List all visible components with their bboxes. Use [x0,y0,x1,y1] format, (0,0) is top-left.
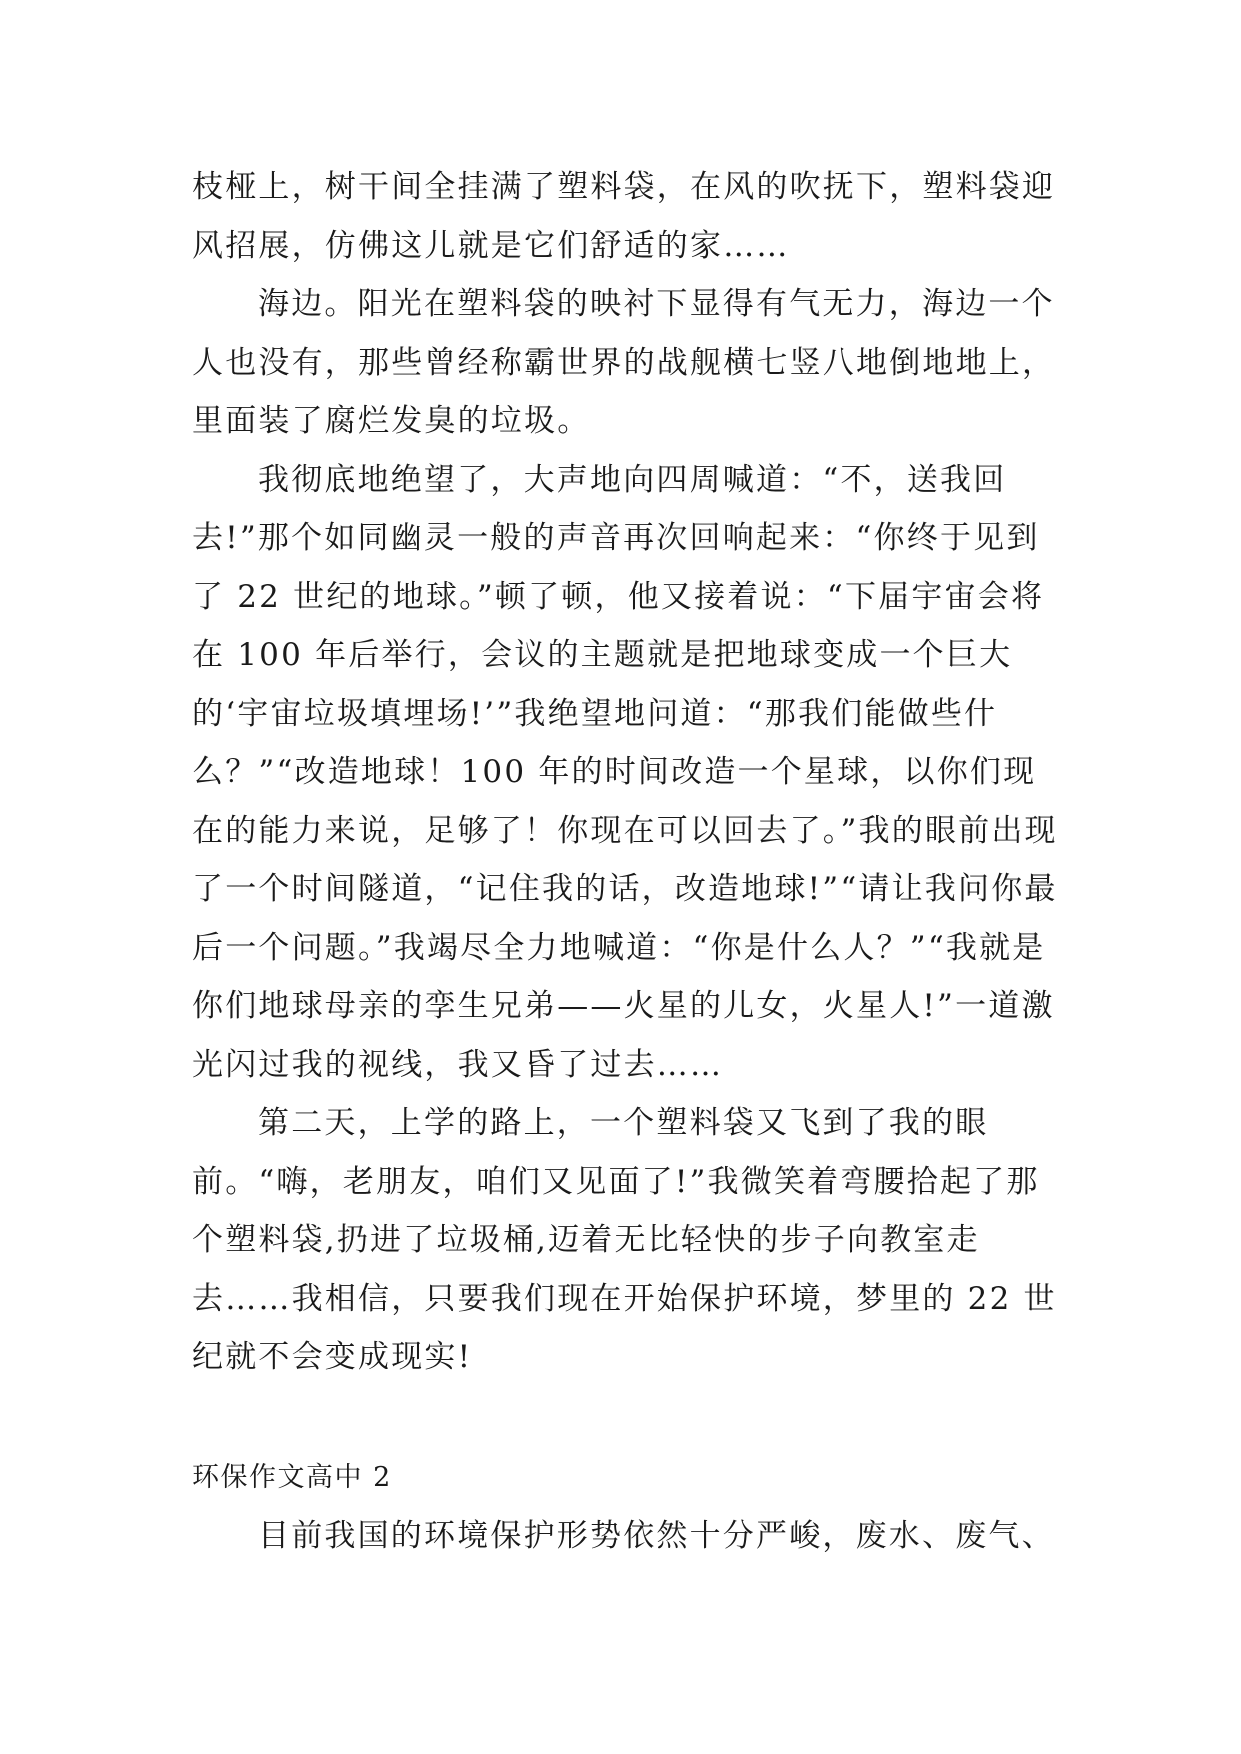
paragraph-seaside: 海边。阳光在塑料袋的映衬下显得有气无力，海边一个人也没有，那些曾经称霸世界的战舰横七竖八地倒地地上，里面装了腐烂发臭的垃圾。 [192,286,1056,439]
paragraph-next-day: 第二天，上学的路上，一个塑料袋又飞到了我的眼前。“嗨，老朋友，咱们又见面了!”我微笑着弯腰拾起了那个塑料袋,扔进了垃圾桶,迈着无比轻快的步子向教室走去……我相信，只要我们现在开始保护环境，梦里的 22 世纪就不会变成现实! [192,1105,1057,1375]
paragraph-essay-2-opening: 目前我国的环境保护形势依然十分严峻，废水、废气、 [258,1518,1055,1554]
paragraph-despair: 我彻底地绝望了，大声地向四周喊道：“不，送我回去!”那个如同幽灵一般的声音再次回响起来：“你终于见到了 22 世纪的地球。”顿了顿，他又接着说：“下届宇宙会将在 100 年后举行，会议的主题就是把地球变成一个巨大的‘宇宙垃圾填埋场!’”我绝望地问道：“那我们能做些什么？”“改造地球！100 年的时间改造一个星球，以你们现在的能力来说，足够了！你现在可以回去了。”我的眼前出现了一个时间隧道，“记住我的话，改造地球!”“请让我问你最后一个问题。”我竭尽全力地喊道：“你是什么人？”“我就是你们地球母亲的孪生兄弟——火星的儿女，火星人!”一道激光闪过我的视线，我又昏了过去…… [192,461,1058,1083]
paragraph-continuation: 枝桠上，树干间全挂满了塑料袋，在风的吹抚下，塑料袋迎风招展，仿佛这儿就是它们舒适的家…… [192,169,1056,264]
section-spacer [192,1387,1060,1449]
section-title: 环保作文高中 2 [192,1461,392,1493]
document-body [192,158,1060,1566]
